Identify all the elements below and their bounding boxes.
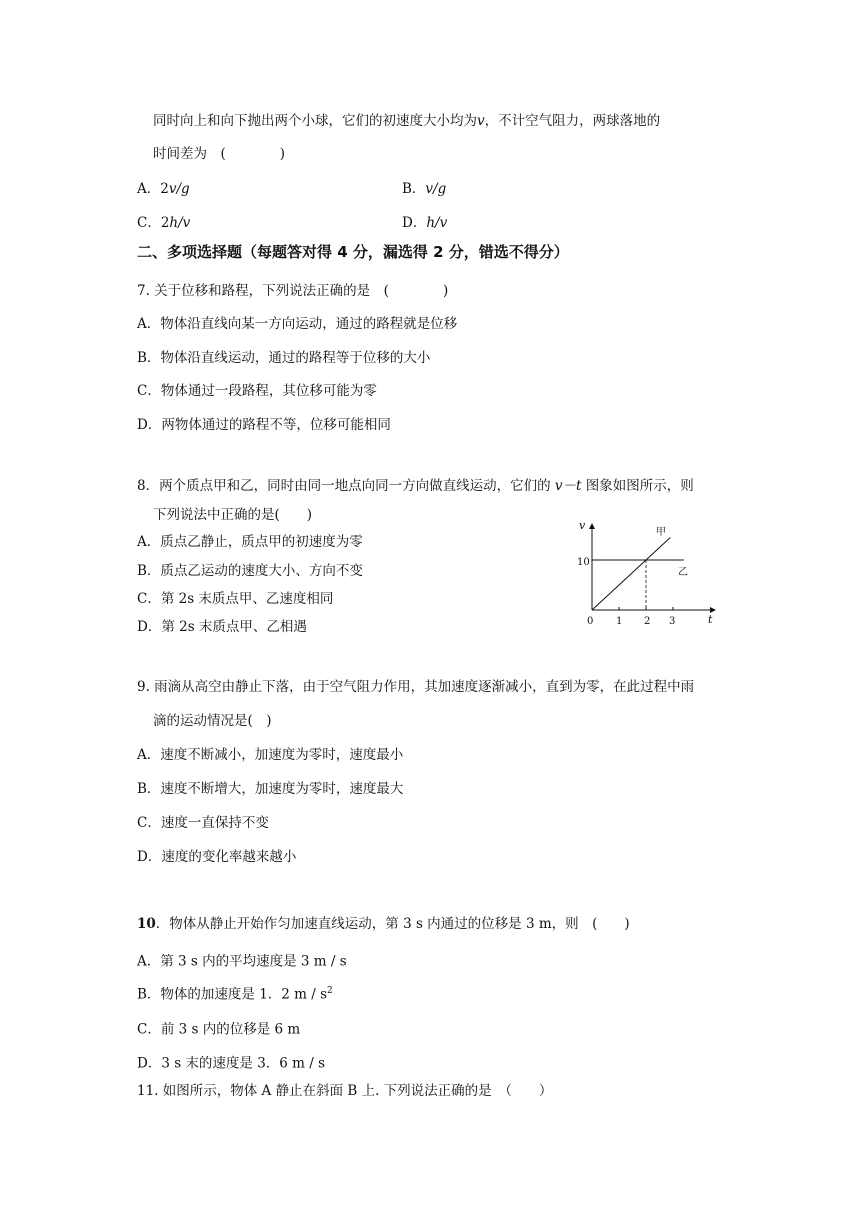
q10-stem [137, 914, 630, 934]
q9-option-b: B．速度不断增大，加速度为零时，速度最大 [137, 781, 404, 797]
q8-stem-line2: 下列说法中正确的是( ) [153, 507, 313, 523]
section-2-heading: 二、多项选择题（每题答对得 4 分，漏选得 2 分，错选不得分） [137, 243, 569, 261]
y-tick-10: 10 [577, 557, 590, 568]
vt-graph [570, 512, 720, 630]
q10-option-b-text: B．物体的加速度是 1．2 m / s [137, 986, 328, 1003]
q6-option-c-text: h/v [169, 215, 191, 231]
q9-stem-line2: 滴的运动情况是( ) [153, 713, 272, 729]
q11-stem: 11. 如图所示，物体 A 静止在斜面 B 上. 下列说法正确的是 （ ） [137, 1083, 553, 1099]
q9-option-d: D．速度的变化率越来越小 [137, 849, 297, 865]
series-jia-line [592, 538, 670, 611]
q6-stem-variable: v [477, 113, 485, 129]
q7-option-d: D．两物体通过的路程不等，位移可能相同 [137, 417, 391, 433]
q9-option-c: C．速度一直保持不变 [137, 815, 269, 831]
q6-option-d-text: h/v [426, 215, 448, 231]
v-axis-label: v [579, 519, 586, 532]
q10-option-c-text: C．前 3 s 内的位移是 6 m [137, 1021, 301, 1038]
q8-stem-tail: 图象如图所示，则 [585, 478, 694, 494]
q6-option-a [137, 179, 190, 199]
q10-option-d [137, 1049, 325, 1074]
q10-option-b [137, 981, 333, 1005]
q8-option-d: D．第 2s 末质点甲、乙相遇 [137, 619, 307, 635]
q7-option-c: C．物体通过一段路程，其位移可能为零 [137, 383, 377, 399]
q6-stem-tail: ，不计空气阻力，两球落地的 [484, 113, 661, 129]
q6-stem-text: 同时向上和向下抛出两个小球，它们的初速度大小均为 [153, 113, 477, 129]
q6-option-b [402, 179, 446, 199]
q6-option-d [402, 213, 447, 233]
x-tick-0: 0 [587, 616, 594, 627]
q10-option-d-text: D．3 s 末的速度是 3．6 m / s [137, 1055, 326, 1072]
q6-option-d-prefix: D． [402, 215, 427, 231]
q7-stem: 7. 关于位移和路程，下列说法正确的是 ( ) [137, 283, 449, 299]
q6-option-a-text: v/g [168, 181, 190, 197]
q10-stem-text: ．物体从静止开始作匀加速直线运动，第 3 s 内通过的位移是 3 m，则 ( ) [155, 916, 630, 932]
q7-option-b: B．物体沿直线运动，通过的路程等于位移的大小 [137, 350, 431, 366]
q10-number: 10 [137, 916, 156, 932]
q10-option-c [137, 1015, 300, 1040]
q8-option-a: A．质点乙静止，质点甲的初速度为零 [137, 534, 363, 550]
label-yi: 乙 [678, 567, 688, 578]
q7-option-a: A．物体沿直线向某一方向运动，通过的路程就是位移 [137, 316, 458, 332]
x-tick-2: 2 [644, 616, 651, 627]
q8-option-b: B．质点乙运动的速度大小、方向不变 [137, 563, 363, 579]
q6-option-c [137, 213, 190, 233]
q8-option-c: C．第 2s 末质点甲、乙速度相同 [137, 591, 334, 607]
q8-stem-line1 [137, 476, 694, 496]
q8-stem-text: 8．两个质点甲和乙，同时由同一地点向同一方向做直线运动，它们的 [137, 478, 551, 494]
x-tick-3: 3 [669, 616, 676, 627]
q8-stem-variable: v－t [554, 478, 582, 494]
t-axis-label: t [708, 613, 713, 626]
q6-option-b-prefix: B． [402, 181, 426, 197]
q10-option-a-text: A．第 3 s 内的平均速度是 3 m / s [137, 953, 347, 970]
label-jia: 甲 [656, 527, 666, 538]
q6-option-a-prefix: A．2 [137, 181, 169, 197]
q6-option-c-prefix: C．2 [137, 215, 170, 231]
q6-stem-line1 [153, 111, 660, 131]
q10-option-a [137, 947, 347, 972]
x-tick-1: 1 [616, 616, 623, 627]
q6-option-b-text: v/g [425, 181, 447, 197]
q6-stem-line2: 时间差为 ( ) [153, 146, 286, 162]
q9-stem-line1: 9. 雨滴从高空由静止下落，由于空气阻力作用，其加速度逐渐减小，直到为零，在此过程中雨 [137, 679, 695, 695]
q9-option-a: A．速度不断减小，加速度为零时，速度最小 [137, 747, 404, 763]
q10-option-b-sup: 2 [327, 986, 333, 996]
